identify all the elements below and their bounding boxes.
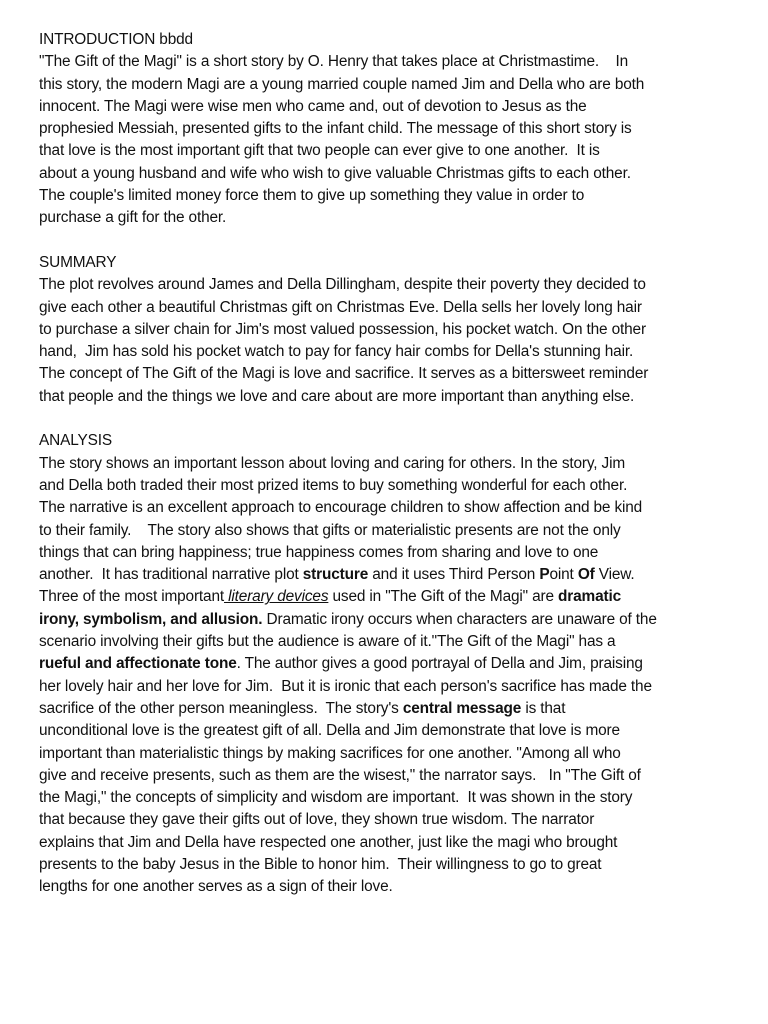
text-line: lengths for one another serves as a sign of their love. bbox=[39, 878, 393, 896]
text-line: that love is the most important gift that two people can ever give to one another. It is bbox=[39, 142, 600, 160]
text-line: purchase a gift for the other. bbox=[39, 209, 227, 227]
text-run: ew. bbox=[611, 566, 635, 584]
text-line: the Magi," the concepts of simplicity and wisdom are important. It was shown in the story bbox=[39, 789, 633, 807]
literary-devices-link[interactable]: literary devices bbox=[224, 588, 329, 606]
text-line: to their family. The story also shows that gifts or materialistic presents are not the only bbox=[39, 521, 621, 539]
text-line: The couple's limited money force them to give up something they value in order to bbox=[39, 187, 585, 205]
summary-heading: SUMMARY bbox=[39, 253, 117, 271]
text-line bbox=[39, 698, 761, 720]
text-run: . The author gives a good portrayal of Della and Jim, praising bbox=[236, 655, 643, 673]
text-line bbox=[39, 653, 761, 675]
introduction-section bbox=[39, 29, 761, 230]
text-run: sacrifice of the other person meaningless. The story's bbox=[39, 699, 403, 717]
analysis-heading: ANALYSIS bbox=[39, 432, 112, 450]
introduction-heading: INTRODUCTION bbdd bbox=[39, 31, 193, 48]
text-line: and Della both traded their most prized items to buy something wonderful for each other. bbox=[39, 476, 628, 494]
document-page bbox=[39, 29, 761, 921]
bold-term-central-message: central message bbox=[402, 699, 522, 717]
text-run: used in "The Gift of the Magi" are bbox=[328, 588, 559, 606]
introduction-paragraph bbox=[39, 51, 761, 229]
text-line bbox=[39, 564, 761, 586]
analysis-paragraph bbox=[39, 453, 761, 899]
text-line: scenario involving their gifts but the audience is aware of it."The Gift of the Magi" has a bbox=[39, 633, 616, 651]
text-line: The concept of The Gift of the Magi is love and sacrifice. It serves as a bittersweet reminder bbox=[39, 365, 649, 383]
text-line: "The Gift of the Magi" is a short story by O. Henry that takes place at Christmastime. In bbox=[39, 53, 629, 71]
text-run: Dramatic irony occurs when characters are unaware of the bbox=[262, 610, 657, 628]
bold-term-tone: rueful and affectionate tone bbox=[39, 655, 237, 673]
text-line: that people and the things we love and care about are more important than anything else. bbox=[39, 387, 635, 405]
text-line: presents to the baby Jesus in the Bible to honor him. Their willingness to go to great bbox=[39, 855, 602, 873]
text-run: oint bbox=[549, 566, 578, 584]
text-line: The plot revolves around James and Della Dillingham, despite their poverty they decided to bbox=[39, 276, 646, 294]
text-line bbox=[39, 586, 761, 608]
bold-term-devices: irony, symbolism, and allusion. bbox=[39, 610, 263, 628]
text-line: give and receive presents, such as them are the wisest," the narrator says. In "The Gift of bbox=[39, 766, 641, 784]
text-line: innocent. The Magi were wise men who came and, out of devotion to Jesus as the bbox=[39, 97, 587, 115]
text-line: prophesied Messiah, presented gifts to the infant child. The message of this short story is bbox=[39, 120, 632, 138]
text-line bbox=[39, 609, 761, 631]
text-line: this story, the modern Magi are a young married couple named Jim and Della who are both bbox=[39, 75, 645, 93]
text-line: her lovely hair and her love for Jim. But it is ironic that each person's sacrifice has made the bbox=[39, 677, 652, 695]
text-line: to purchase a silver chain for Jim's most valued possession, his pocket watch. On the other bbox=[39, 320, 646, 338]
analysis-section bbox=[39, 430, 761, 898]
bold-word-of: Of bbox=[577, 566, 595, 584]
bold-term-structure: structure bbox=[302, 566, 369, 584]
summary-section bbox=[39, 252, 761, 408]
text-run: Vi bbox=[594, 566, 612, 584]
text-line: things that can bring happiness; true happiness comes from sharing and love to one bbox=[39, 543, 599, 561]
text-line: important than materialistic things by making sacrifices for one another. "Among all who bbox=[39, 744, 621, 762]
text-line: that because they gave their gifts out of love, they shown true wisdom. The narrator bbox=[39, 811, 595, 829]
text-run: and it uses Third Person bbox=[368, 566, 540, 584]
text-line: The story shows an important lesson about loving and caring for others. In the story, Jim bbox=[39, 454, 626, 472]
text-run: another. It has traditional narrative plot bbox=[39, 566, 303, 584]
text-line: unconditional love is the greatest gift of all. Della and Jim demonstrate that love is more bbox=[39, 722, 620, 740]
text-line: explains that Jim and Della have respected one another, just like the magi who brought bbox=[39, 833, 618, 851]
text-line: The narrative is an excellent approach to encourage children to show affection and be kind bbox=[39, 499, 643, 517]
text-line: hand, Jim has sold his pocket watch to pay for fancy hair combs for Della's stunning hair. bbox=[39, 343, 634, 361]
bold-term-dramatic: dramatic bbox=[558, 588, 622, 606]
text-line: about a young husband and wife who wish to give valuable Christmas gifts to each other. bbox=[39, 164, 631, 182]
summary-paragraph bbox=[39, 274, 761, 408]
text-run: is that bbox=[521, 699, 566, 717]
text-run: Three of the most important bbox=[39, 588, 224, 606]
bold-letter: P bbox=[539, 566, 550, 584]
text-line: give each other a beautiful Christmas gift on Christmas Eve. Della sells her lovely long hair bbox=[39, 298, 642, 316]
